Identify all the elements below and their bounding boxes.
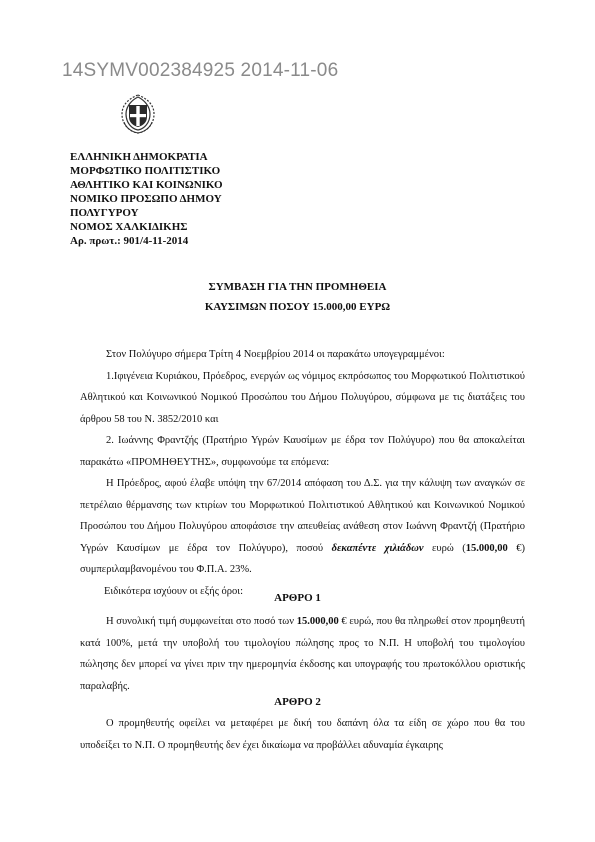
issuer-header xyxy=(70,150,223,248)
contract-title xyxy=(0,277,595,317)
intro-paragraph: Στον Πολύγυρο σήμερα Τρίτη 4 Νοεμβρίου 2014 οι παρακάτω υπογεγραμμένοι: xyxy=(106,349,445,360)
decision-paragraph xyxy=(80,473,525,581)
article-2-paragraph: Ο προμηθευτής οφείλει να μεταφέρει με δική του δαπάνη όλα τα είδη σε χώρο που θα του υποδείξει το Ν.Π. Ο προμηθευτής δεν έχει δικαίωμα να προβάλλει αδυναμία έγκαιρης xyxy=(80,718,525,751)
greek-coat-of-arms-icon xyxy=(116,92,160,136)
terms-intro: Ειδικότερα ισχύουν οι εξής όροι: xyxy=(104,585,244,597)
title-line-1: ΣΥΜΒΑΣΗ ΓΙΑ ΤΗΝ ΠΡΟΜΗΘΕΙΑ xyxy=(208,281,387,293)
decision-text: €) συμπεριλαμβανομένου του Φ.Π.Α. 23%. xyxy=(80,542,525,575)
decision-text: ευρώ ( xyxy=(423,542,466,554)
article-1-heading: ΑΡΘΡΟ 1 xyxy=(274,592,321,604)
title-line-2: ΚΑΥΣΙΜΩΝ ΠΟΣΟΥ 15.000,00 ΕΥΡΩ xyxy=(204,301,391,313)
protocol-number: Αρ. πρωτ.: 901/4-11-2014 xyxy=(70,235,189,247)
party-2-paragraph: 2. Ιωάννης Φραντζής (Πρατήριο Υγρών Καυσίμων με έδρα τον Πολύγυρο) που θα αποκαλείται παρακάτω «ΠΡΟΜΗΘΕΥΤΗΣ», συμφωνούμε τα επόμενα: xyxy=(80,435,525,468)
header-line: ΠΟΛΥΓΥΡΟΥ xyxy=(70,207,139,219)
article-1-text: Η συνολική τιμή συμφωνείται στο ποσό των xyxy=(106,616,297,627)
article-1-body xyxy=(80,611,525,697)
header-line: ΝΟΜΟΣ ΧΑΛΚΙΔΙΚΗΣ xyxy=(70,221,188,233)
contract-body xyxy=(80,344,525,602)
document-id-stamp: 14SYMV002384925 2014-11-06 xyxy=(62,60,339,81)
decision-text: Η Πρόεδρος, αφού έλαβε υπόψη την 67/2014 απόφαση του Δ.Σ. για την κάλυψη των αναγκών σε πετρέλαιο θέρμανσης των κτιρίων του Μορφωτικού Πολιτιστικού Αθλητικού και Κοινωνικού Νομικού Προσώπου του Δήμου Πολυγύρου αποφάσισε την απευθείας ανάθεση στον Ιωάννη Φραντζή (Πρατήριο Υγρών Καυσίμων με έδρα τον Πολύγυρο), ποσού xyxy=(80,478,525,554)
article-1-amount: 15.000,00 xyxy=(296,616,339,627)
header-line: ΑΘΛΗΤΙΚΟ ΚΑΙ ΚΟΙΝΩΝΙΚΟ xyxy=(70,179,223,191)
article-1-paragraph xyxy=(80,611,525,697)
header-line: ΜΟΡΦΩΤΙΚΟ ΠΟΛΙΤΙΣΤΙΚΟ xyxy=(70,165,221,177)
header-line: ΝΟΜΙΚΟ ΠΡΟΣΩΠΟ ΔΗΜΟΥ xyxy=(70,193,222,205)
amount-in-words: δεκαπέντε χιλιάδων xyxy=(331,542,424,554)
article-2-body xyxy=(80,713,525,756)
article-2-heading: ΑΡΘΡΟ 2 xyxy=(274,696,321,708)
header-line: ΕΛΛΗΝΙΚΗ ΔΗΜΟΚΡΑΤΙΑ xyxy=(70,151,208,163)
article-1-text: € ευρώ, που θα πληρωθεί στον προμηθευτή κατά 100%, μετά την υποβολή του τιμολογίου πώλησης προς το Ν.Π. Η υποβολή του τιμολογίου πώλησης δεν μπορεί να γίνει πριν την ημερομηνία έκδοσης και υπογραφής του πρωτοκόλλου οριστικής παραλαβής. xyxy=(80,616,525,692)
amount-number: 15.000,00 xyxy=(465,542,508,554)
party-1-paragraph: 1.Ιφιγένεια Κυριάκου, Πρόεδρος, ενεργών ως νόμιμος εκπρόσωπος του Μορφωτικού Πολιτιστικού Αθλητικού και Κοινωνικού Νομικού Προσώπου του Δήμου Πολυγύρου, σύμφωνα με τις διατάξεις του άρθρου 58 του Ν. 3852/2010 και xyxy=(80,370,525,425)
